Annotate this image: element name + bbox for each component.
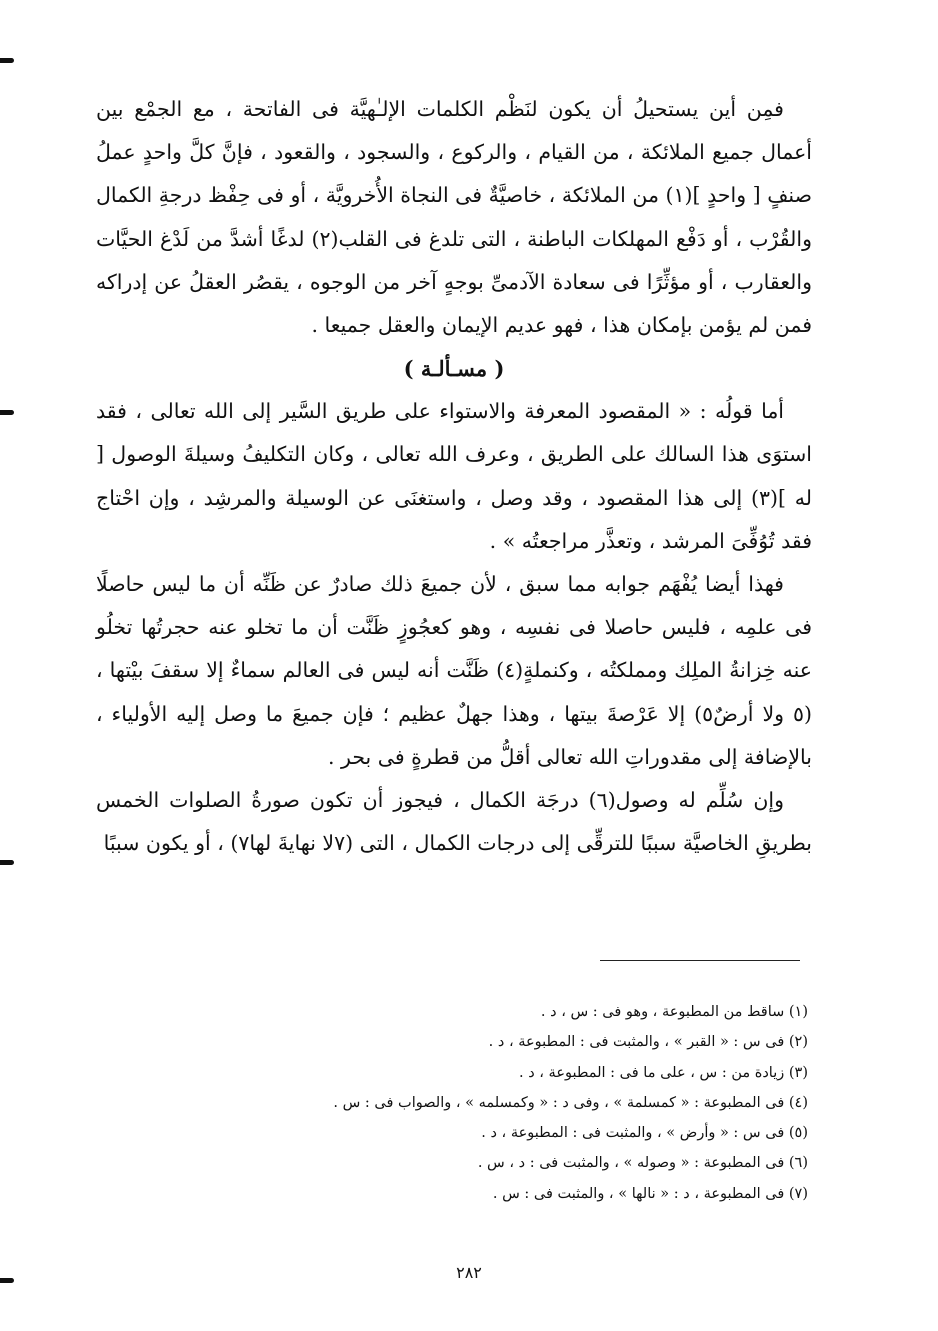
- footnote: (٣) زيادة من : س ، على ما فى : المطبوعة ، د .: [518, 1064, 808, 1081]
- footnote: (٥) فى س : « وأرض » ، والمثبت فى : المطبوعة ، د .: [481, 1125, 808, 1142]
- scan-edge-mark: [0, 860, 14, 865]
- paragraph: فهذا أيضا يُفْهَم جوابه مما سبق ، لأن جميعَ ذلك صادرٌ عن ظَنِّه أن ما ليس حاصلًا فى علمِه ، فليس حاصلا فى نفسِه ، وهو كعجُوزٍ ظَنَّت أن ما تخلو عنه حجرتُها تخلُو عنه خِزانةُ الملِك ومملكتُه ، وكنملةٍ(٤) ظَنَّت أنه ليس فى العالم سماءٌ إلا سقفَ بيْتها ، (٥ ولا أرضٌ٥) إلا عَرْصةَ بيتها ، وهذا جهلٌ عظيم ؛ فإن جميعَ ما وصل إليه الأولياء ، بالإضافة إلى مقدوراتِ الله تعالى أقلُّ من قطرةٍ فى بحر .: [96, 572, 812, 769]
- footnotes: [96, 997, 808, 1209]
- scan-edge-mark: [0, 58, 14, 63]
- footnote: (٦) فى المطبوعة : « وصوله » ، والمثبت فى : د ، س .: [477, 1155, 808, 1172]
- scan-edge-mark: [0, 410, 14, 415]
- footnote: (٢) فى س : « القبر » ، والمثبت فى : المطبوعة ، د .: [488, 1034, 808, 1051]
- footnote-separator: [600, 960, 800, 961]
- footnote: (١) ساقط من المطبوعة ، وهو فى : س ، د .: [540, 1004, 808, 1020]
- section-heading: ( مسـألـة ): [403, 356, 505, 382]
- page-number: ٢٨٢: [456, 1263, 482, 1282]
- paragraph: وإن سُلِّم له وصول(٦) درجَة الكمال ، فيجوز أن تكون صورةُ الصلوات الخمس بطريقِ الخاصيَّة سببًا للترقِّى إلى درجات الكمال ، التى (٧لا نهايةَ لها٧) ، أو يكون سببًا: [96, 788, 812, 856]
- footnote: (٧) فى المطبوعة ، د : « نالها » ، والمثبت فى : س .: [492, 1185, 808, 1202]
- footnote: (٤) فى المطبوعة : « كمسلمة » ، وفى د : « وكمسلمه » ، والصواب فى : س .: [333, 1094, 808, 1111]
- paragraph: فمِن أين يستحيلُ أن يكون لنَظْم الكلمات الإلـٰهيَّة فى الفاتحة ، مع الجمْع بين أعمال جميع الملائكة ، من القيام ، والركوع ، والسجود ، والقعود ، فإنَّ كلَّ واحدٍ عملُ صنفٍ [ واحدٍ ](١) من الملائكة ، خاصيَّةٌ فى النجاة الأُخرويَّة ، أو فى حِفْظ درجةِ الكمال والقُرْب ، أو دَفْع المهلكات الباطنة ، التى تلدغ فى القلب(٢) لدغًا أشدَّ من لَدْغ الحيَّات والعقارب ، أو مؤثِّرًا فى سعادة الآدمىِّ بوجهٍ آخر من الوجوه ، يقصُر العقلُ عن إدراكه فمن لم يؤمن بإمكان هذا ، فهو عديم الإيمان والعقل جميعا .: [96, 97, 813, 338]
- paragraph: أما قولُه : « المقصود المعرفة والاستواء على طريق السَّير إلى الله تعالى ، فقد استوَى هذا السالك على الطريق ، وعرف الله تعالى ، وكان التكليفُ وسيلةَ الوصول [ له ](٣) إلى هذا المقصود ، وقد وصل ، واستغنَى عن الوسيلة والمرشِد ، وإن احْتاج فقد تُوُفِّىَ المرشد ، وتعذَّر مراجعتُه » .: [96, 399, 813, 553]
- main-text: [96, 88, 812, 865]
